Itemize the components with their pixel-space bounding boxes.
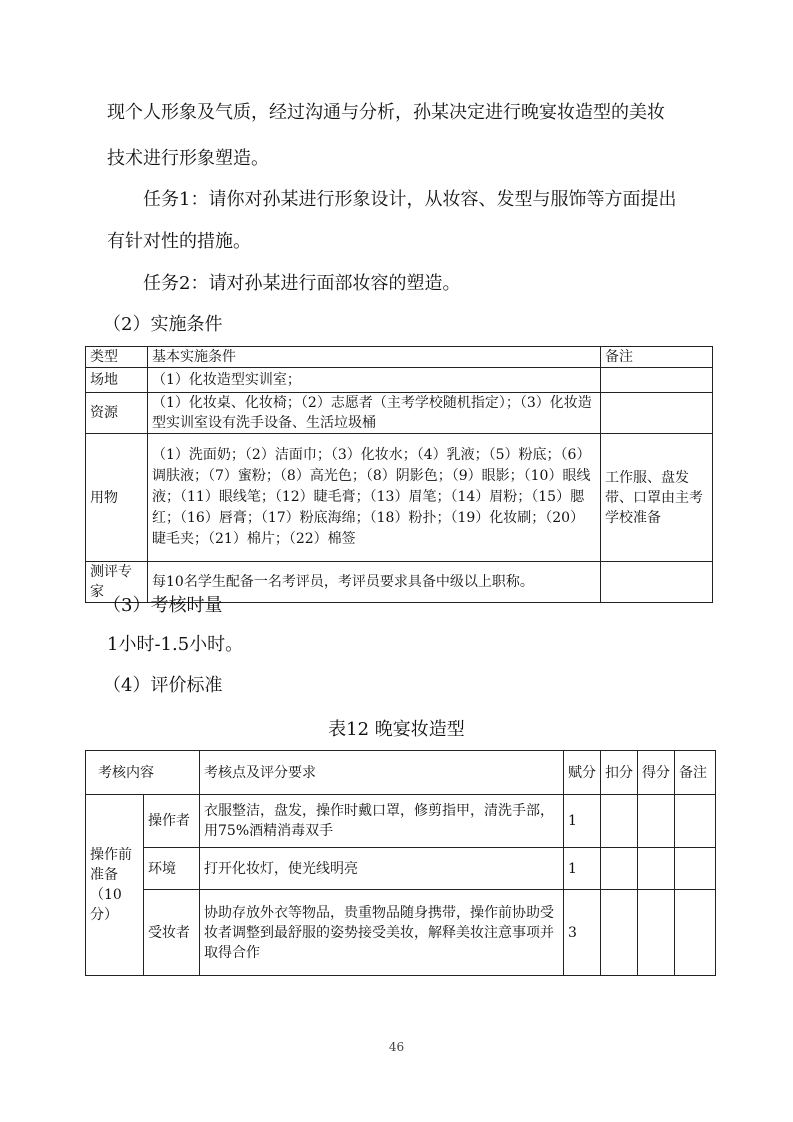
header-obtained: 得分 (638, 751, 675, 795)
item-label: 环境 (144, 848, 200, 890)
row-type: 用物 (86, 434, 148, 562)
duration-text: 1小时-1.5小时。 (107, 634, 244, 655)
requirement: 协助存放外衣等物品，贵重物品随身携带，操作前协助受妆者调整到最舒服的姿势接受美妆，解释美妆注意事项并取得合作 (200, 890, 564, 976)
header-content: 考核内容 (86, 751, 200, 795)
deduct-cell (601, 848, 638, 890)
page-number: 46 (388, 1040, 405, 1054)
row-type: 资源 (86, 393, 148, 434)
row-conditions: （1）化妆桌、化妆椅；（2）志愿者（主考学校随机指定）；（3）化妆造型实训室设有洗手设备、生活垃圾桶 (148, 393, 601, 434)
task-2-line: 任务2：请对孙某进行面部妆容的塑造。 (143, 273, 461, 294)
note-cell (675, 795, 716, 848)
note-cell (675, 848, 716, 890)
score: 1 (564, 848, 601, 890)
row-type: 场地 (86, 368, 148, 393)
item-label: 操作者 (144, 795, 200, 848)
obtained-cell (638, 890, 675, 976)
evaluation-table (85, 750, 716, 976)
row-conditions: 每10名学生配备一名考评员，考评员要求具备中级以上职称。 (148, 562, 601, 603)
header-note: 备注 (601, 347, 713, 368)
header-requirement: 考核点及评分要求 (200, 751, 564, 795)
section-heading: （4）评价标准 (103, 675, 223, 696)
header-deduct: 扣分 (601, 751, 638, 795)
row-type: 测评专家 (86, 562, 148, 603)
row-note (601, 393, 713, 434)
row-note (601, 368, 713, 393)
header-note: 备注 (675, 751, 716, 795)
task-1-line: 任务1：请你对孙某进行形象设计，从妆容、发型与服饰等方面提出 (143, 189, 677, 210)
score: 3 (564, 890, 601, 976)
conditions-table (85, 346, 713, 603)
paragraph-line: 技术进行形象塑造。 (107, 148, 269, 169)
header-type: 类型 (86, 347, 148, 368)
obtained-cell (638, 848, 675, 890)
group-label: 操作前准备（10分） (86, 795, 144, 976)
item-label: 受妆者 (144, 890, 200, 976)
table-title: 表12 晚宴妆造型 (328, 719, 465, 740)
row-note: 工作服、盘发带、口罩由主考学校准备 (601, 434, 713, 562)
deduct-cell (601, 890, 638, 976)
paragraph-line: 有针对性的措施。 (107, 231, 251, 252)
row-conditions: （1）洗面奶；（2）洁面巾；（3）化妆水；（4）乳液；（5）粉底；（6）调肤液；（7）蜜粉；（8）高光色；（8）阴影色；（9）眼影；（10）眼线液；（11）眼线笔；（12）睫毛膏；（13）眉笔；（14）眉粉；（15）腮红；（16）唇膏；（17）粉底海绵；（18）粉扑；（19）化妆刷；（20）睫毛夹；（21）棉片；（22）棉签 (148, 434, 601, 562)
header-score: 赋分 (564, 751, 601, 795)
obtained-cell (638, 795, 675, 848)
header-conditions: 基本实施条件 (148, 347, 601, 368)
section-heading: （3）考核时量 (103, 595, 223, 616)
paragraph-line: 现个人形象及气质，经过沟通与分析，孙某决定进行晚宴妆造型的美妆 (107, 102, 665, 123)
section-heading: （2）实施条件 (103, 314, 223, 335)
note-cell (675, 890, 716, 976)
score: 1 (564, 795, 601, 848)
requirement: 衣服整洁，盘发，操作时戴口罩，修剪指甲，清洗手部，用75%酒精消毒双手 (200, 795, 564, 848)
deduct-cell (601, 795, 638, 848)
row-note (601, 562, 713, 603)
row-conditions: （1）化妆造型实训室； (148, 368, 601, 393)
requirement: 打开化妆灯，使光线明亮 (200, 848, 564, 890)
